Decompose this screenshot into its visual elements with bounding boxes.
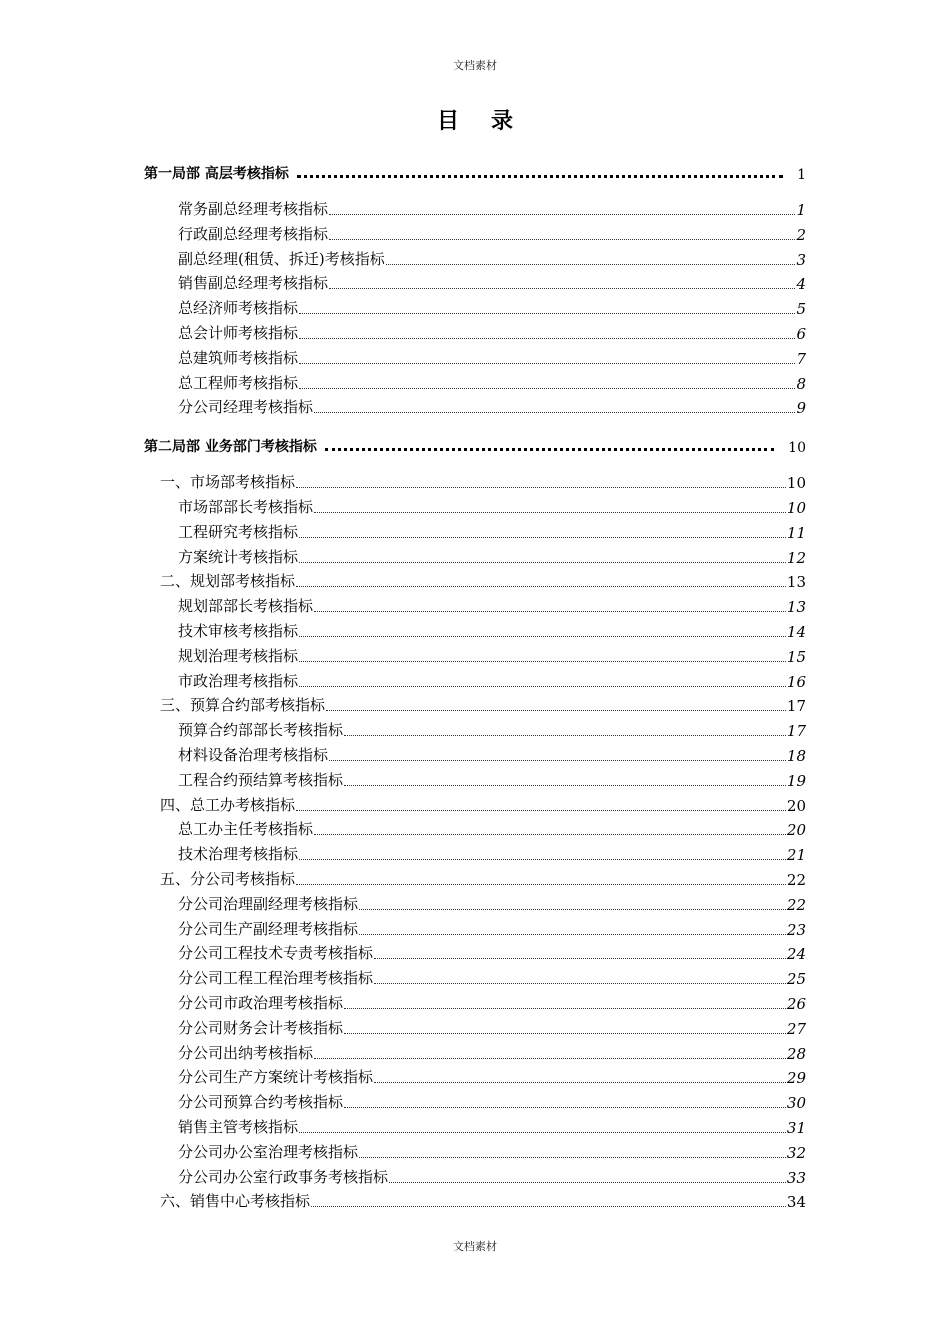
dot-leader [329, 288, 795, 289]
toc-entry-label: 总经济师考核指标 [178, 299, 299, 318]
dot-leader [299, 537, 786, 538]
toc-entry-label: 第二局部 业务部门考核指标 [144, 439, 317, 456]
toc-entry-label: 分公司市政治理考核指标 [178, 994, 344, 1012]
dot-leader [314, 512, 786, 513]
toc-entry-item[interactable] [178, 943, 806, 963]
toc-entry-page-number: 1 [797, 167, 806, 183]
toc-entry-section[interactable] [160, 795, 806, 815]
toc-entry-part[interactable] [144, 163, 806, 183]
dot-leader [344, 785, 786, 786]
page-header: 文档素材 [453, 59, 497, 72]
toc-entry-item[interactable] [178, 1067, 806, 1087]
toc-entry-item[interactable] [178, 819, 806, 839]
toc-title: 目录 [436, 109, 545, 134]
toc-entry-page-number: 33 [786, 1168, 806, 1187]
toc-entry-page-number: 14 [786, 623, 806, 641]
toc-entry-item[interactable] [178, 720, 806, 740]
toc-entry-page-number: 13 [786, 598, 806, 617]
dot-leader [299, 636, 786, 637]
toc-entry-label: 分公司治理副经理考核指标 [178, 894, 359, 913]
toc-entry-item[interactable] [178, 745, 806, 765]
toc-entry-label: 技术审核考核指标 [178, 622, 299, 640]
toc-entry-page-number: 20 [786, 796, 806, 815]
toc-entry-label: 分公司预算合约考核指标 [178, 1093, 344, 1112]
toc-entry-item[interactable] [178, 273, 806, 293]
toc-entry-label: 分公司办公室行政事务考核指标 [178, 1167, 389, 1186]
dot-leader [359, 1157, 786, 1158]
toc-entry-page-number: 11 [786, 523, 806, 542]
toc-entry-label: 市场部部长考核指标 [178, 498, 314, 516]
dot-leader [389, 1182, 786, 1183]
toc-entry-item[interactable] [178, 298, 806, 318]
toc-entry-item[interactable] [178, 894, 806, 914]
toc-entry-label: 总工办主任考核指标 [178, 820, 314, 839]
toc-entry-item[interactable] [178, 919, 806, 939]
toc-entry-page-number: 30 [786, 1094, 806, 1113]
toc-entry-part[interactable] [144, 436, 806, 456]
toc-entry-page-number: 32 [786, 1143, 806, 1162]
toc-entry-label: 五、分公司考核指标 [160, 870, 296, 888]
toc-entry-page-number: 2 [796, 225, 806, 244]
toc-entry-page-number: 10 [788, 440, 806, 457]
toc-entry-label: 预算合约部部长考核指标 [178, 721, 344, 740]
toc-entry-item[interactable] [178, 397, 806, 417]
toc-entry-item[interactable] [178, 596, 806, 616]
toc-entry-label: 分公司经理考核指标 [178, 398, 314, 417]
toc-entry-item[interactable] [178, 770, 806, 790]
toc-entry-label: 六、销售中心考核指标 [160, 1192, 311, 1211]
toc-entry-item[interactable] [178, 1092, 806, 1112]
toc-entry-page-number: 21 [786, 846, 806, 865]
dot-leader [314, 834, 786, 835]
toc-entry-label: 总建筑师考核指标 [178, 348, 299, 367]
toc-entry-label: 一、市场部考核指标 [160, 473, 296, 492]
toc-entry-section[interactable] [160, 869, 806, 889]
dot-leader [299, 363, 795, 364]
dot-leader [299, 1132, 786, 1133]
dot-leader [296, 586, 786, 587]
dot-leader [374, 1082, 786, 1083]
toc-entry-item[interactable] [178, 671, 806, 691]
toc-entry-item[interactable] [178, 249, 806, 269]
toc-entry-page-number: 23 [786, 920, 806, 939]
toc-entry-section[interactable] [160, 472, 806, 492]
toc-entry-item[interactable] [178, 844, 806, 864]
toc-entry-page-number: 6 [796, 325, 806, 343]
toc-entry-label: 常务副总经理考核指标 [178, 200, 329, 218]
toc-entry-page-number: 20 [786, 821, 806, 840]
toc-entry-page-number: 27 [786, 1019, 806, 1038]
toc-entry-label: 分公司办公室治理考核指标 [178, 1142, 359, 1161]
toc-entry-item[interactable] [178, 993, 806, 1013]
toc-entry-item[interactable] [178, 646, 806, 666]
toc-entry-item[interactable] [178, 1117, 806, 1137]
toc-entry-item[interactable] [178, 1043, 806, 1063]
dot-leader [296, 810, 786, 811]
dot-leader [325, 448, 774, 451]
page-footer: 文档素材 [453, 1240, 497, 1253]
toc-entry-page-number: 8 [796, 374, 806, 393]
toc-entry-item[interactable] [178, 373, 806, 393]
dot-leader [297, 175, 783, 178]
dot-leader [344, 1008, 786, 1009]
toc-entry-label: 材料设备治理考核指标 [178, 746, 329, 764]
toc-entry-item[interactable] [178, 199, 806, 219]
toc-entry-label: 二、规划部考核指标 [160, 572, 296, 591]
toc-entry-label: 工程研究考核指标 [178, 522, 299, 541]
toc-entry-label: 分公司生产副经理考核指标 [178, 919, 359, 938]
toc-entry-section[interactable] [160, 695, 806, 715]
dot-leader [344, 1107, 786, 1108]
toc-entry-page-number: 1 [796, 201, 806, 219]
toc-entry-item[interactable] [178, 1018, 806, 1038]
toc-entry-label: 工程合约预结算考核指标 [178, 770, 344, 789]
toc-entry-label: 分公司工程工程治理考核指标 [178, 969, 374, 988]
toc-entry-page-number: 15 [786, 647, 806, 666]
toc-entry-item[interactable] [178, 224, 806, 244]
toc-entry-item[interactable] [178, 1142, 806, 1162]
toc-entry-label: 分公司财务会计考核指标 [178, 1018, 344, 1037]
toc-entry-item[interactable] [178, 323, 806, 343]
toc-entry-label: 规划治理考核指标 [178, 646, 299, 665]
dot-leader [359, 909, 786, 910]
dot-leader [299, 686, 786, 687]
toc-entry-label: 分公司出纳考核指标 [178, 1043, 314, 1062]
toc-entry-label: 分公司工程技术专责考核指标 [178, 944, 374, 963]
toc-entry-label: 技术治理考核指标 [178, 845, 299, 864]
toc-entry-item[interactable] [178, 968, 806, 988]
dot-leader [359, 934, 786, 935]
dot-leader [311, 1206, 786, 1207]
dot-leader [329, 760, 786, 761]
toc-entry-page-number: 25 [786, 970, 806, 989]
toc-entry-page-number: 24 [786, 945, 806, 964]
toc-entry-label: 规划部部长考核指标 [178, 597, 314, 616]
toc-entry-label: 总工程师考核指标 [178, 373, 299, 392]
toc-entry-item[interactable] [178, 522, 806, 542]
toc-entry-label: 三、预算合约部考核指标 [160, 696, 326, 715]
toc-entry-page-number: 16 [786, 672, 806, 691]
toc-entry-item[interactable] [178, 547, 806, 567]
toc-entry-page-number: 26 [786, 995, 806, 1013]
dot-leader [374, 958, 786, 959]
toc-entry-label: 第一局部 高层考核指标 [144, 166, 289, 182]
toc-entry-label: 方案统计考核指标 [178, 547, 299, 566]
dot-leader [296, 884, 786, 885]
toc-entry-item[interactable] [178, 348, 806, 368]
toc-entry-section[interactable] [160, 571, 806, 591]
toc-entry-page-number: 18 [786, 747, 806, 765]
toc-entry-page-number: 31 [786, 1119, 806, 1137]
dot-leader [329, 239, 795, 240]
toc-entry-label: 行政副总经理考核指标 [178, 224, 329, 243]
dot-leader [344, 735, 786, 736]
dot-leader [329, 214, 795, 215]
dot-leader [299, 661, 786, 662]
toc-entry-label: 市政治理考核指标 [178, 671, 299, 690]
dot-leader [374, 983, 786, 984]
dot-leader [326, 710, 786, 711]
dot-leader [299, 562, 786, 563]
toc-entry-label: 分公司生产方案统计考核指标 [178, 1068, 374, 1087]
toc-entry-page-number: 34 [786, 1193, 806, 1212]
dot-leader [299, 338, 795, 339]
toc-entry-section[interactable] [160, 1191, 806, 1211]
toc-entry-page-number: 9 [796, 399, 806, 418]
toc-entry-item[interactable] [178, 621, 806, 641]
toc-entry-label: 副总经理(租赁、拆迁)考核指标 [178, 249, 385, 268]
dot-leader [296, 487, 786, 488]
toc-entry-page-number: 7 [796, 349, 806, 368]
dot-leader [314, 412, 795, 413]
toc-entry-page-number: 12 [786, 548, 806, 567]
toc-entry-page-number: 10 [786, 474, 806, 493]
toc-entry-page-number: 3 [796, 250, 806, 269]
dot-leader [344, 1033, 786, 1034]
toc-entry-label: 销售副总经理考核指标 [178, 274, 329, 293]
toc-entry-page-number: 22 [786, 871, 806, 889]
toc-entry-page-number: 28 [786, 1044, 806, 1063]
toc-entry-page-number: 17 [786, 722, 806, 741]
toc-entry-page-number: 4 [796, 275, 806, 294]
dot-leader [314, 1058, 786, 1059]
dot-leader [386, 264, 796, 265]
toc-entry-item[interactable] [178, 497, 806, 517]
toc-entry-page-number: 19 [786, 771, 806, 790]
dot-leader [299, 388, 795, 389]
toc-entry-page-number: 13 [786, 573, 806, 592]
toc-entry-page-number: 5 [796, 300, 806, 319]
toc-entry-label: 销售主管考核指标 [178, 1118, 299, 1136]
toc-entry-label: 四、总工办考核指标 [160, 795, 296, 814]
dot-leader [299, 859, 786, 860]
toc-entry-label: 总会计师考核指标 [178, 324, 299, 342]
dot-leader [299, 313, 795, 314]
toc-entry-page-number: 29 [786, 1069, 806, 1088]
toc-entry-page-number: 10 [786, 499, 806, 517]
toc-entry-item[interactable] [178, 1167, 806, 1187]
toc-entry-page-number: 22 [786, 895, 806, 914]
toc-entry-page-number: 17 [786, 697, 806, 716]
dot-leader [314, 611, 786, 612]
